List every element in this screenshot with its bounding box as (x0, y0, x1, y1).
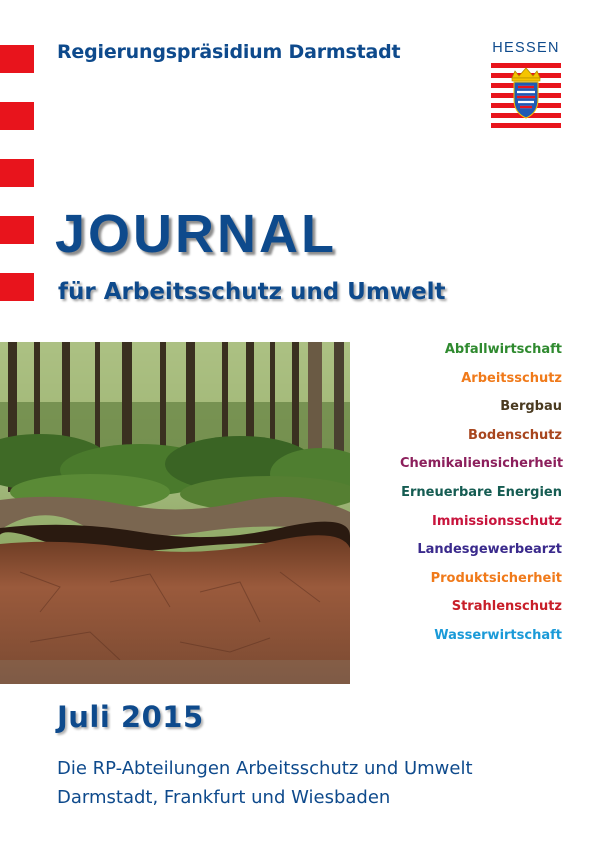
decor-red-block (0, 216, 34, 244)
organization-name: Regierungspräsidium Darmstadt (57, 41, 401, 63)
topic-item: Bergbau (500, 399, 562, 415)
decor-red-block (0, 45, 34, 73)
hessen-coat-of-arms-icon (491, 61, 561, 131)
topic-item: Wasserwirtschaft (434, 627, 562, 643)
department-line-2: Darmstadt, Frankfurt und Wiesbaden (57, 787, 391, 808)
department-line-1: Die RP-Abteilungen Arbeitsschutz und Umwelt (57, 758, 473, 779)
journal-subtitle: für Arbeitsschutz und Umwelt (58, 279, 446, 305)
decor-red-block (0, 159, 34, 187)
topic-item: Landesgewerbearzt (417, 542, 562, 558)
topic-item: Strahlenschutz (451, 599, 562, 615)
issue-date: Juli 2015 (57, 700, 204, 734)
topic-list (400, 340, 562, 655)
topic-item: Chemikaliensicherheit (400, 456, 564, 472)
topic-item: Arbeitsschutz (461, 370, 562, 386)
topic-item: Bodenschutz (468, 427, 562, 443)
hessen-logo (491, 40, 561, 56)
decor-red-block (0, 102, 34, 130)
decor-red-block (0, 273, 34, 301)
topic-item: Produktsicherheit (430, 570, 562, 586)
hessen-label: HESSEN (492, 40, 560, 56)
topic-item: Immissionsschutz (432, 513, 562, 529)
journal-title: JOURNAL (55, 204, 338, 264)
topic-item: Erneuerbare Energien (401, 484, 562, 500)
cover-photo-soil-profile (0, 342, 350, 684)
topic-item: Abfallwirtschaft (444, 342, 562, 357)
